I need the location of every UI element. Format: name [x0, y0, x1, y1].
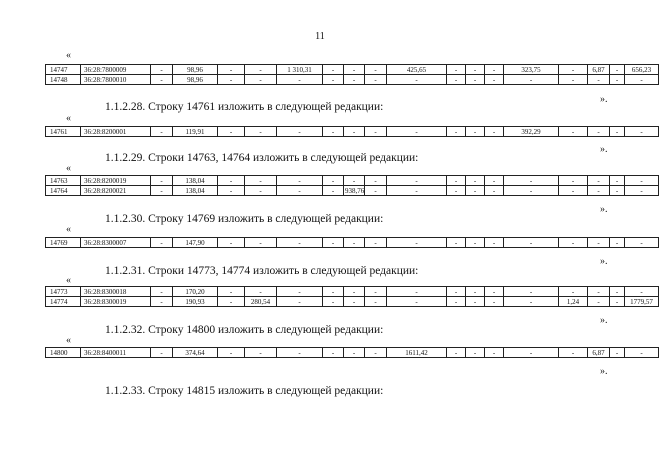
section-heading: 1.1.2.31. Строки 14773, 14774 изложить в следующей редакции: — [105, 265, 419, 277]
table-cell: - — [365, 287, 387, 297]
table-cell: - — [485, 348, 504, 358]
table-cell: - — [610, 65, 625, 75]
section-heading: 1.1.2.29. Строки 14763, 14764 изложить в следующей редакции: — [105, 152, 419, 164]
table-cell: - — [323, 176, 344, 186]
table-cell: - — [588, 75, 610, 85]
table-cell: - — [625, 176, 659, 186]
table-cell: - — [610, 238, 625, 248]
table-cell: 1 310,31 — [277, 65, 323, 75]
table-cell: - — [277, 287, 323, 297]
table-cell: - — [610, 176, 625, 186]
opening-quote: « — [66, 113, 71, 124]
table-cell: - — [625, 348, 659, 358]
table-cell: 138,04 — [173, 176, 218, 186]
table-cell: - — [365, 127, 387, 137]
table-cell: - — [447, 176, 466, 186]
table-cell: - — [387, 297, 447, 307]
table-cell: - — [588, 176, 610, 186]
table-row — [46, 348, 659, 358]
table-cell: - — [447, 348, 466, 358]
amendment-table — [45, 64, 659, 85]
table-cell: - — [625, 238, 659, 248]
table-cell: - — [151, 176, 173, 186]
table-cell: - — [218, 65, 245, 75]
table-cell: - — [218, 238, 245, 248]
table-cell: - — [485, 75, 504, 85]
table-cell: 138,04 — [173, 186, 218, 196]
table-cell: 36:28:8200001 — [81, 127, 151, 137]
table-cell: 36:28:8200021 — [81, 186, 151, 196]
section-heading: 1.1.2.32. Строку 14800 изложить в следующей редакции: — [105, 324, 384, 336]
table-cell: - — [504, 238, 559, 248]
table-cell: - — [344, 127, 365, 137]
table-cell: - — [277, 186, 323, 196]
table-cell: 14748 — [46, 75, 81, 85]
table-cell: - — [588, 186, 610, 196]
table-cell: - — [559, 127, 588, 137]
table-cell: - — [485, 65, 504, 75]
table-cell: - — [151, 297, 173, 307]
table-cell: - — [151, 127, 173, 137]
table-cell: - — [151, 186, 173, 196]
table-cell: 6,87 — [588, 65, 610, 75]
opening-quote: « — [66, 224, 71, 235]
table-cell: - — [466, 127, 485, 137]
table-cell: - — [387, 75, 447, 85]
table-cell: - — [218, 186, 245, 196]
table-cell: - — [387, 176, 447, 186]
table-cell: 1,24 — [559, 297, 588, 307]
table-cell: 36:28:8300018 — [81, 287, 151, 297]
table-cell: - — [447, 75, 466, 85]
table-cell: - — [277, 348, 323, 358]
table-cell: 14774 — [46, 297, 81, 307]
section-heading: 1.1.2.30. Строку 14769 изложить в следующей редакции: — [105, 213, 384, 225]
table-cell: 14800 — [46, 348, 81, 358]
table-cell: 36:28:8400011 — [81, 348, 151, 358]
table-cell: 14769 — [46, 238, 81, 248]
table-cell: - — [344, 65, 365, 75]
table-cell: - — [625, 287, 659, 297]
table-cell: - — [466, 75, 485, 85]
table-cell: - — [504, 75, 559, 85]
table-cell: 190,93 — [173, 297, 218, 307]
table-cell: - — [323, 65, 344, 75]
table-row — [46, 186, 659, 196]
table-cell: - — [218, 348, 245, 358]
table-cell: - — [344, 287, 365, 297]
table-cell: - — [277, 176, 323, 186]
table-cell: 98,96 — [173, 75, 218, 85]
table-cell: - — [588, 287, 610, 297]
table-cell: 36:28:7800009 — [81, 65, 151, 75]
table-cell: - — [245, 238, 277, 248]
table-cell: - — [610, 297, 625, 307]
table-cell: - — [559, 287, 588, 297]
table-cell: - — [245, 287, 277, 297]
table-cell: - — [559, 348, 588, 358]
table-row — [46, 287, 659, 297]
table-cell: - — [323, 238, 344, 248]
table-cell: - — [218, 287, 245, 297]
table-cell: - — [485, 287, 504, 297]
table-cell: - — [504, 176, 559, 186]
table-cell: - — [387, 186, 447, 196]
table-cell: - — [588, 297, 610, 307]
table-cell: - — [365, 297, 387, 307]
table-cell: - — [218, 176, 245, 186]
table-cell: - — [447, 287, 466, 297]
table-cell: - — [610, 127, 625, 137]
table-row — [46, 127, 659, 137]
table-cell: - — [323, 287, 344, 297]
table-cell: - — [559, 238, 588, 248]
table-cell: - — [466, 238, 485, 248]
table-cell: 938,76 — [345, 186, 365, 195]
table-cell: 119,91 — [173, 127, 218, 137]
table-cell: 6,87 — [588, 348, 610, 358]
table-cell: - — [485, 127, 504, 137]
table-cell: 14764 — [46, 186, 81, 196]
table-cell: - — [245, 75, 277, 85]
table-cell: - — [625, 186, 659, 196]
table-cell: 14761 — [46, 127, 81, 137]
table-cell: - — [323, 127, 344, 137]
table-cell: - — [245, 186, 277, 196]
amendment-table — [45, 286, 659, 307]
table-cell: 656,23 — [625, 65, 659, 75]
table-cell: - — [466, 176, 485, 186]
closing-quote: ». — [600, 204, 608, 215]
table-cell: - — [218, 297, 245, 307]
table-cell: 36:28:8200019 — [81, 176, 151, 186]
table-cell: - — [447, 186, 466, 196]
table-cell: - — [218, 75, 245, 85]
table-cell: - — [218, 127, 245, 137]
table-row — [46, 75, 659, 85]
amendment-table — [45, 347, 659, 358]
table-row — [46, 297, 659, 307]
closing-quote: ». — [600, 144, 608, 155]
table-cell: - — [323, 75, 344, 85]
table-cell: 14763 — [46, 176, 81, 186]
table-cell: - — [447, 65, 466, 75]
table-cell: 323,75 — [504, 65, 559, 75]
table-cell: - — [245, 348, 277, 358]
table-cell: 1611,42 — [387, 348, 447, 358]
table-cell: - — [245, 65, 277, 75]
table-cell: - — [365, 75, 387, 85]
table-cell: - — [610, 186, 625, 196]
table-cell: - — [447, 297, 466, 307]
table-cell: - — [323, 297, 344, 307]
table-cell: 392,29 — [504, 127, 559, 137]
page-number: 11 — [315, 31, 325, 42]
table-row — [46, 65, 659, 75]
opening-quote: « — [66, 335, 71, 346]
closing-quote: ». — [600, 315, 608, 326]
table-cell: - — [588, 238, 610, 248]
table-cell: 14773 — [46, 287, 81, 297]
opening-quote: « — [66, 50, 71, 61]
opening-quote: « — [66, 163, 71, 174]
table-cell: - — [466, 297, 485, 307]
table-cell: - — [365, 176, 387, 186]
table-cell: - — [485, 297, 504, 307]
table-cell: 36:28:8300019 — [81, 297, 151, 307]
table-cell: - — [625, 75, 659, 85]
table-cell: - — [245, 176, 277, 186]
table-cell: - — [466, 186, 485, 196]
table-cell: 170,20 — [173, 287, 218, 297]
table-cell: - — [344, 297, 365, 307]
table-cell: - — [344, 238, 365, 248]
table-cell: - — [466, 287, 485, 297]
opening-quote: « — [66, 275, 71, 286]
table-cell: - — [151, 238, 173, 248]
table-cell: - — [365, 186, 387, 196]
table-cell: - — [323, 186, 344, 196]
table-cell: 147,90 — [173, 238, 218, 248]
table-cell: - — [151, 65, 173, 75]
table-cell: - — [610, 75, 625, 85]
table-cell: - — [504, 287, 559, 297]
section-heading: 1.1.2.33. Строку 14815 изложить в следующей редакции: — [105, 385, 384, 397]
table-cell: - — [365, 348, 387, 358]
table-cell: - — [485, 238, 504, 248]
table-cell: - — [504, 186, 559, 196]
table-cell: 14747 — [46, 65, 81, 75]
table-cell: - — [344, 176, 365, 186]
table-cell: - — [625, 127, 659, 137]
table-cell: - — [387, 127, 447, 137]
table-cell: - — [387, 238, 447, 248]
table-cell: - — [485, 176, 504, 186]
table-cell: - — [447, 127, 466, 137]
table-cell: - — [559, 186, 588, 196]
table-cell: - — [277, 127, 323, 137]
table-cell: - — [447, 238, 466, 248]
closing-quote: ». — [600, 94, 608, 105]
table-cell: - — [588, 127, 610, 137]
table-row — [46, 238, 659, 248]
table-cell: - — [387, 287, 447, 297]
table-cell: 36:28:8300007 — [81, 238, 151, 248]
section-heading: 1.1.2.28. Строку 14761 изложить в следующей редакции: — [105, 101, 384, 113]
table-cell: - — [277, 238, 323, 248]
table-cell: 1779,57 — [625, 297, 659, 307]
table-cell: - — [344, 348, 365, 358]
table-cell: - — [151, 287, 173, 297]
table-cell: - — [344, 75, 365, 85]
table-cell: - — [485, 186, 504, 196]
table-cell: - — [559, 65, 588, 75]
table-cell: 36:28:7800010 — [81, 75, 151, 85]
table-cell: - — [277, 75, 323, 85]
closing-quote: ». — [600, 256, 608, 267]
table-cell: - — [559, 75, 588, 85]
amendment-table — [45, 237, 659, 248]
table-cell: 280,54 — [245, 297, 277, 307]
table-cell: 98,96 — [173, 65, 218, 75]
table-cell: - — [504, 348, 559, 358]
table-cell: - — [466, 348, 485, 358]
table-cell: - — [365, 238, 387, 248]
table-cell: - — [610, 287, 625, 297]
amendment-table — [45, 126, 659, 137]
amendment-table — [45, 175, 659, 196]
table-cell: - — [365, 65, 387, 75]
table-cell: - — [504, 297, 559, 307]
table-cell: - — [323, 348, 344, 358]
closing-quote: ». — [600, 366, 608, 377]
table-cell: - — [245, 127, 277, 137]
table-cell: - — [559, 176, 588, 186]
table-cell: - — [151, 75, 173, 85]
table-cell: - — [277, 297, 323, 307]
table-cell: 374,64 — [173, 348, 218, 358]
table-cell: - — [610, 348, 625, 358]
table-cell: - — [151, 348, 173, 358]
table-cell: 425,65 — [387, 65, 447, 75]
table-row — [46, 176, 659, 186]
table-cell: - — [466, 65, 485, 75]
